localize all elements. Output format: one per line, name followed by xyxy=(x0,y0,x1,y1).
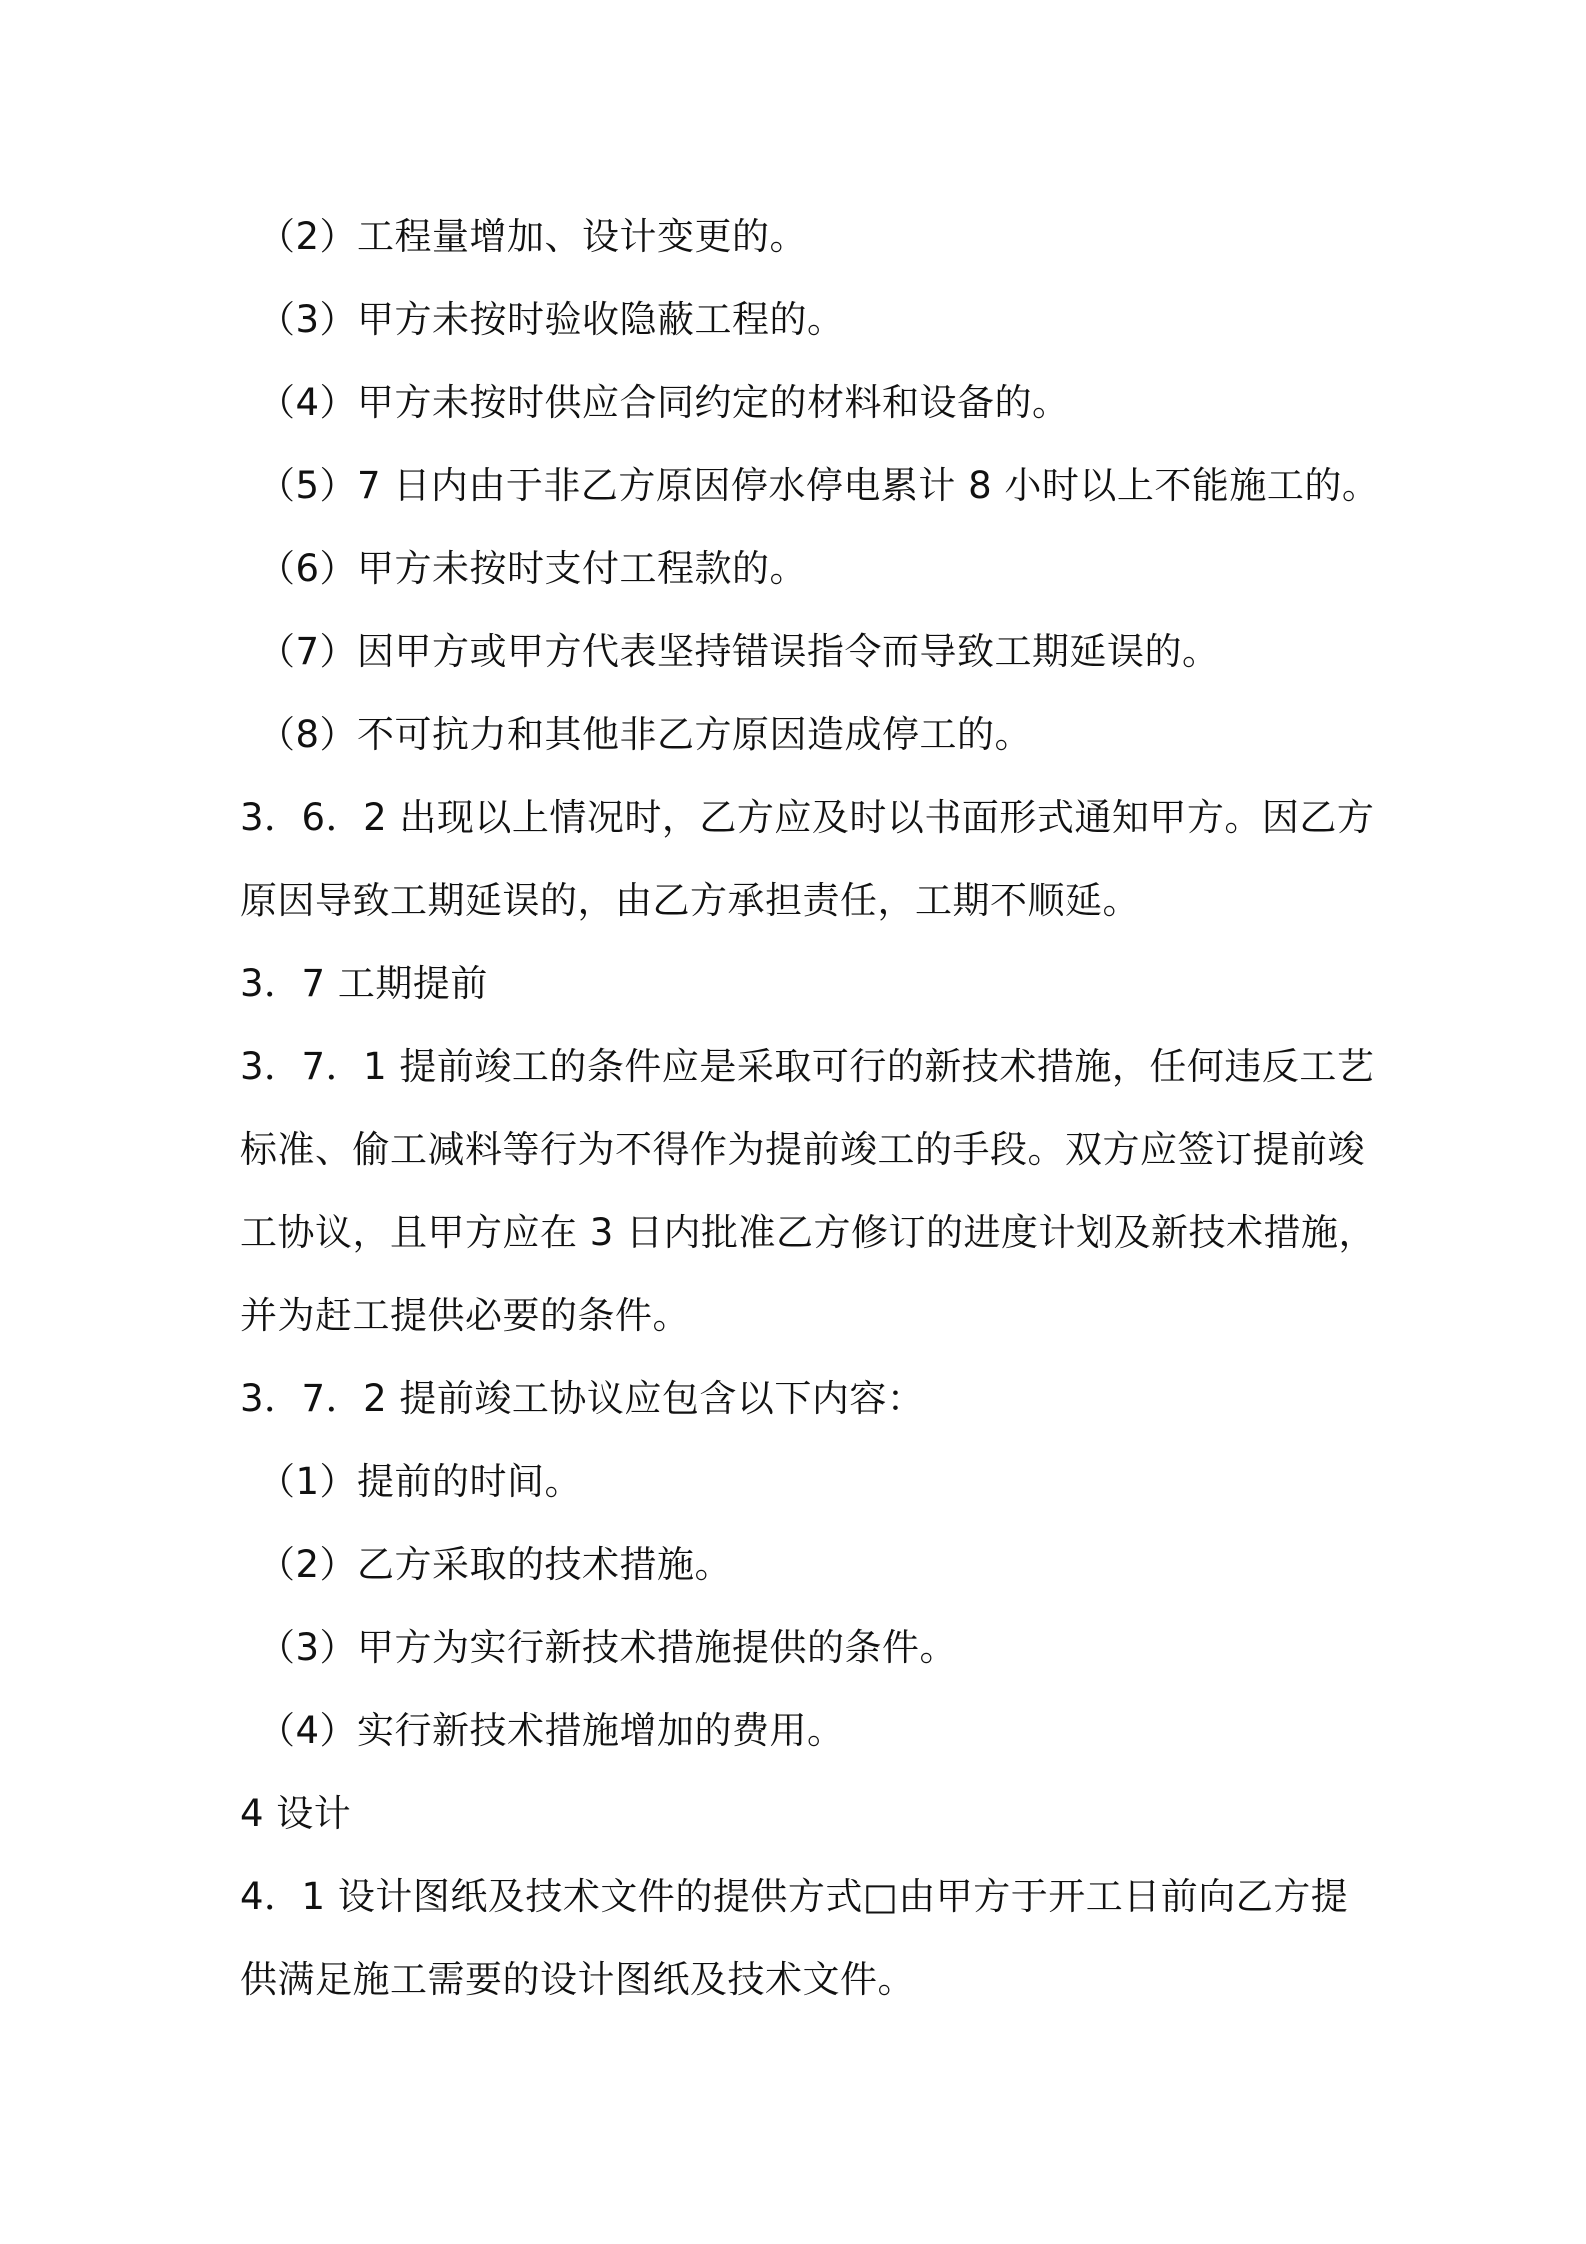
text-line: （3）甲方未按时验收隐蔽工程的。 xyxy=(258,298,845,341)
text-line: 供满足施工需要的设计图纸及技术文件。 xyxy=(240,1958,915,2001)
text-line: （3）甲方为实行新技术措施提供的条件。 xyxy=(258,1626,958,1669)
text-line: 3．6．2 出现以上情况时，乙方应及时以书面形式通知甲方。因乙方 xyxy=(240,796,1375,839)
text-line: 工协议，且甲方应在 3 日内批准乙方修订的进度计划及新技术措施， xyxy=(240,1211,1377,1254)
section-heading: 4 设计 xyxy=(240,1792,352,1835)
text-line: （4）甲方未按时供应合同约定的材料和设备的。 xyxy=(258,381,1070,424)
text-line: （2）工程量增加、设计变更的。 xyxy=(258,215,808,258)
text-line: 原因导致工期延误的，由乙方承担责任，工期不顺延。 xyxy=(240,879,1140,922)
section-heading: 3．7 工期提前 xyxy=(240,962,488,1005)
text-line: （6）甲方未按时支付工程款的。 xyxy=(258,547,808,590)
document-body xyxy=(240,195,1380,2021)
text-line: 3．7．2 提前竣工协议应包含以下内容： xyxy=(240,1377,925,1420)
text-line: 并为赶工提供必要的条件。 xyxy=(240,1294,690,1337)
text-line: 3．7．1 提前竣工的条件应是采取可行的新技术措施，任何违反工艺 xyxy=(240,1045,1375,1088)
text-line: （5）7 日内由于非乙方原因停水停电累计 8 小时以上不能施工的。 xyxy=(258,464,1380,507)
text-line: （2）乙方采取的技术措施。 xyxy=(258,1543,733,1586)
text-line: 标准、偷工减料等行为不得作为提前竣工的手段。双方应签订提前竣 xyxy=(240,1128,1365,1171)
text-line: （1）提前的时间。 xyxy=(258,1460,583,1503)
text-line: 4．1 设计图纸及技术文件的提供方式□由甲方于开工日前向乙方提 xyxy=(240,1875,1349,1918)
text-line: （4）实行新技术措施增加的费用。 xyxy=(258,1709,845,1752)
text-line: （8）不可抗力和其他非乙方原因造成停工的。 xyxy=(258,713,1033,756)
text-line: （7）因甲方或甲方代表坚持错误指令而导致工期延误的。 xyxy=(258,630,1220,673)
